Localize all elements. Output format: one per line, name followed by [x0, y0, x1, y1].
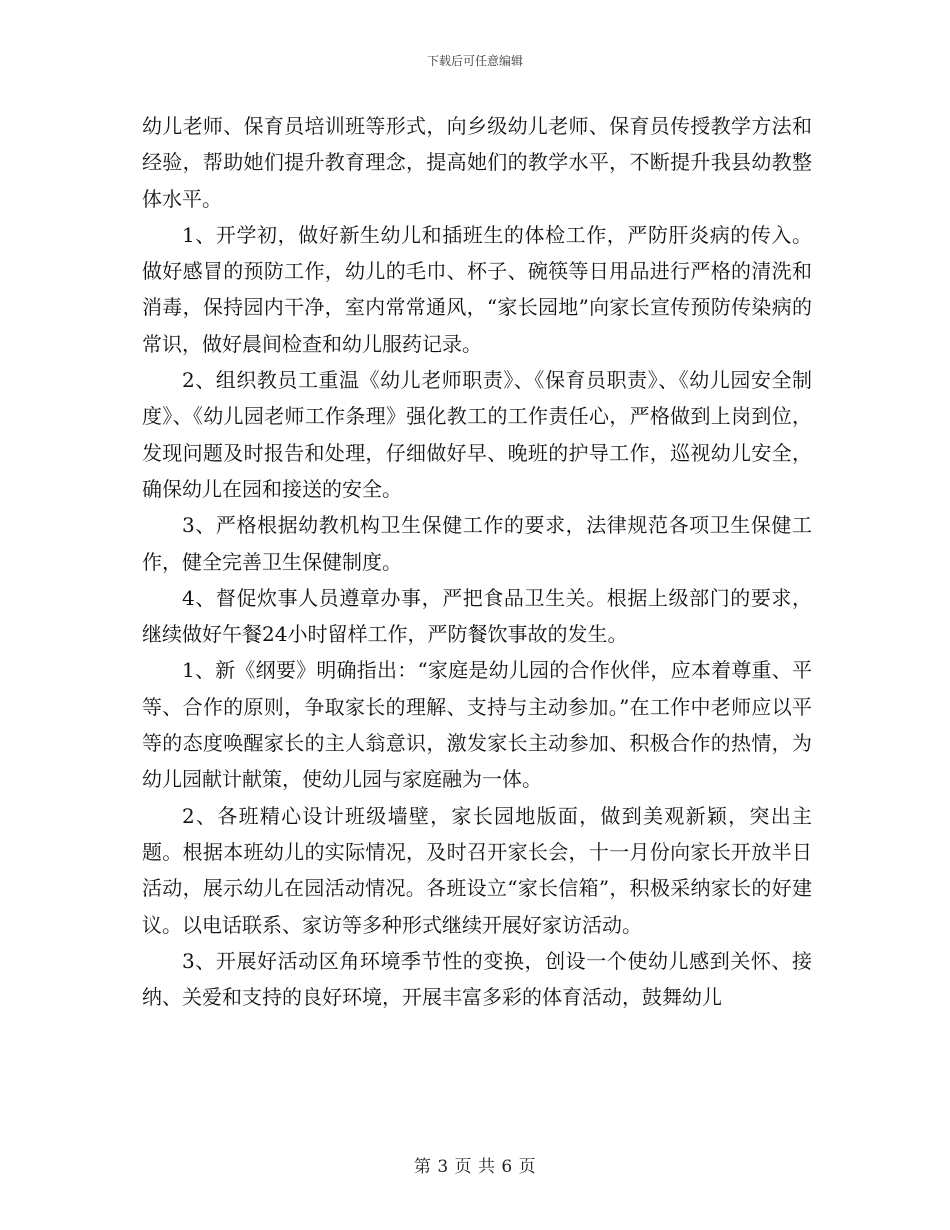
document-body [142, 108, 812, 1015]
paragraph-hygiene-rules: 3、严格根据幼教机构卫生保健工作的要求，法律规范各项卫生保健工作，健全完善卫生保健制度。 [142, 513, 812, 574]
paragraph-family-cooperation: 1、新《纲要》明确指出：“家庭是幼儿园的合作伙伴，应本着尊重、平等、合作的原则，争取家长的理解、支持与主动参加。”在工作中老师应以平等的态度唤醒家长的主人翁意识，激发家长主动参加、积极合作的热情，为幼儿园献计献策，使幼儿园与家庭融为一体。 [142, 658, 812, 792]
paragraph-staff-duties: 2、组织教员工重温《幼儿老师职责》、《保育员职责》、《幼儿园安全制度》、《幼儿园老师工作条理》强化教工的工作责任心，严格做到上岗到位，发现问题及时报告和处理，仔细做好早、晚班的护导工作，巡视幼儿安全，确保幼儿在园和接送的安全。 [142, 368, 812, 501]
paragraph-food-safety: 4、督促炊事人员遵章办事，严把食品卫生关。根据上级部门的要求，继续做好午餐24小时留样工作，严防餐饮事故的发生。 [142, 585, 812, 647]
paragraph-activity-corners: 3、开展好活动区角环境季节性的变换，创设一个使幼儿感到关怀、接纳、关爱和支持的良好环境，开展丰富多彩的体育活动，鼓舞幼儿 [142, 948, 812, 1010]
page-number-footer: 第 3 页 共 6 页 [413, 1157, 537, 1177]
page-header: 下载后可任意编辑 [426, 54, 523, 68]
paragraph-continuation: 幼儿老师、保育员培训班等形式，向乡级幼儿老师、保育员传授教学方法和经验，帮助她们提升教育理念，提高她们的教学水平，不断提升我县幼教整体水平。 [142, 114, 812, 211]
paragraph-parent-garden: 2、各班精心设计班级墙壁，家长园地版面，做到美观新颖，突出主题。根据本班幼儿的实际情况，及时召开家长会，十一月份向家长开放半日活动，展示幼儿在园活动情况。各班设立“家长信箱”，积极采纳家长的好建议。以电话联系、家访等多种形式继续开展好家访活动。 [142, 803, 812, 937]
paragraph-health-check: 1、开学初，做好新生幼儿和插班生的体检工作，严防肝炎病的传入。做好感冒的预防工作，幼儿的毛巾、杯子、碗筷等日用品进行严格的清洗和消毒，保持园内干净，室内常常通风，“家长园地”向家长宣传预防传染病的常识，做好晨间检查和幼儿服药记录。 [142, 222, 812, 356]
